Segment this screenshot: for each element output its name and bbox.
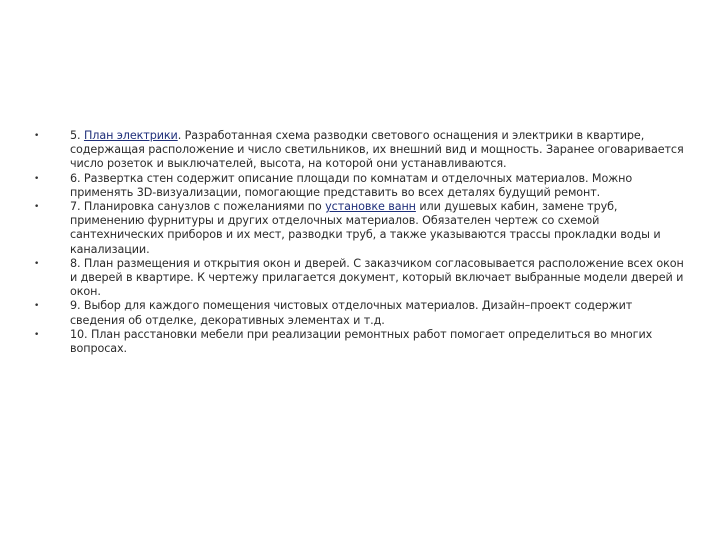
bullet-list	[34, 129, 684, 356]
bullet-icon: •	[34, 131, 40, 141]
item-text: 6. Развертка стен содержит описание площади по комнатам и отделочных материалов. Можно применять 3D-визуализации, помогающие представить во всех деталях будущий ремонт.	[70, 171, 633, 199]
bullet-icon: •	[34, 258, 40, 269]
item-text: 8. План размещения и открытия окон и дверей. С заказчиком согласовывается расположение всех окон и дверей в квартире. К чертежу прилагается документ, который включает выбранные модели дверей и окон.	[70, 256, 684, 299]
bullet-icon: •	[34, 329, 40, 340]
item-text: 10. План расстановки мебели при реализации ремонтных работ помогает определиться во многих вопросах.	[70, 327, 653, 356]
bullet-icon: •	[34, 173, 40, 184]
list-item-5	[34, 129, 684, 172]
item-text-before: 7. Планировка санузлов с пожеланиями по	[70, 200, 326, 214]
list-item-10	[34, 328, 684, 356]
item-text-after: или душевых кабин, замене труб, применению фурнитуры и других отделочных материалов. Обязателен чертеж со схемой сантехнических приборов и их мест, разводки труб, а также указываются трассы прокладки воды и канализации.	[70, 200, 661, 256]
bullet-icon: •	[34, 301, 40, 312]
item-text: 9. Выбор для каждого помещения чистовых отделочных материалов. Дизайн–проект содержит сведения об отделке, декоративных элементах и т.д.	[70, 299, 633, 327]
item-text: . Разработанная схема разводки светового оснащения и электрики в квартире, содержащая расположение и число светильников, их внешний вид и мощность. Заранее оговаривается число розеток и выключателей, высота, на которой они устанавливаются.	[70, 129, 684, 171]
link-bath-installation[interactable]: установке ванн	[325, 200, 416, 214]
list-item-6	[34, 172, 684, 200]
list-item-7	[34, 200, 684, 257]
bullet-icon: •	[34, 202, 40, 213]
list-item-9	[34, 299, 684, 327]
item-number: 5.	[70, 129, 81, 142]
list-item-8	[34, 257, 684, 300]
link-electrical-plan[interactable]: План электрики	[83, 129, 178, 142]
